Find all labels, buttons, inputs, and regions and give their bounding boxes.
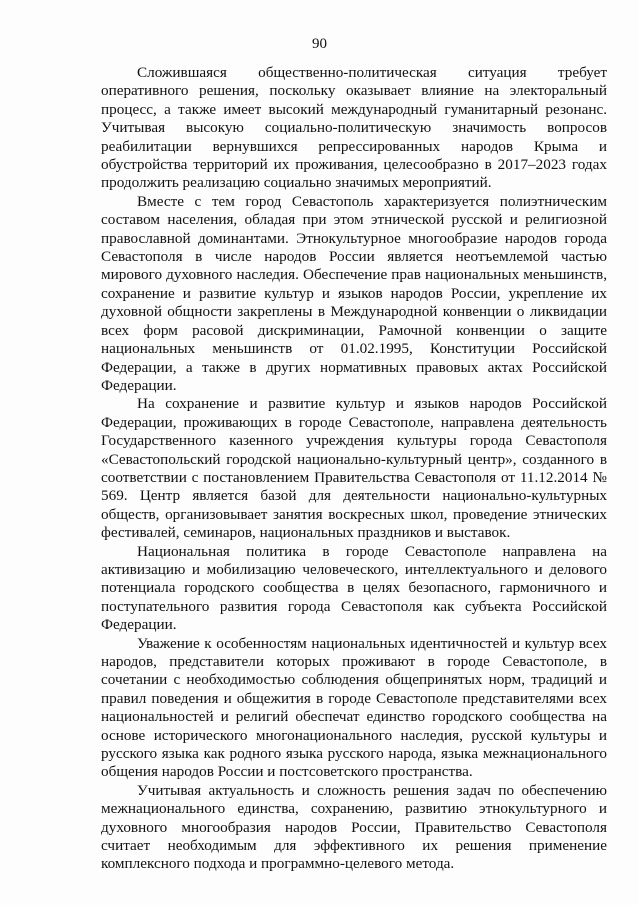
paragraph-3: На сохранение и развитие культур и языков народов Российской Федерации, проживающих в городе Севастополе, направлена деятельность Государственного казенного учреждения культуры города Севастополя «Севастопольский городской национально-культурный центр», созданного в соответствии с постановлением Правительства Севастополя от 11.12.2014 № 569. Центр является базой для деятельности национально-культурных обществ, организовывает занятия воскресных школ, проведение этнических фестивалей, семинаров, национальных праздников и выставок. — [101, 395, 607, 542]
paragraph-4: Национальная политика в городе Севастополе направлена на активизацию и мобилизацию человеческого, интеллектуального и делового потенциала городского сообщества в целях безопасного, гармоничного и поступательного развития города Севастополя как субъекта Российской Федерации. — [101, 542, 607, 634]
body-text — [101, 64, 607, 874]
paragraph-6: Учитывая актуальность и сложность решения задач по обеспечению межнационального единства, сохранению, развитию этнокультурного и духовного многообразия народов России, Правительство Севастополя считает необходимым для эффективного их решения применение комплексного подхода и программно-целевого метода. — [101, 781, 607, 873]
paragraph-1: Сложившаяся общественно-политическая ситуация требует оперативного решения, поскольку оказывает влияние на электоральный процесс, а также имеет высокий международный гуманитарный резонанс. Учитывая высокую социально-политическую значимость вопросов реабилитации вернувшихся репрессированных народов Крыма и обустройства территорий их проживания, целесообразно в 2017–2023 годах продолжить реализацию социально значимых мероприятий. — [101, 64, 607, 192]
page-number: 90 — [312, 36, 327, 52]
paragraph-2: Вместе с тем город Севастополь характеризуется полиэтническим составом населения, обладая при этом этнической русской и религиозной православной доминантами. Этнокультурное многообразие народов города Севастополя в числе народов России является неотъемлемой частью мирового духовного наследия. Обеспечение прав национальных меньшинств, сохранение и развитие культур и языков народов России, укрепление их духовной общности закреплены в Международной конвенции о ликвидации всех форм расовой дискриминации, Рамочной конвенции о защите национальных меньшинств от 01.02.1995, Конституции Российской Федерации, а также в других нормативных правовых актах Российской Федерации. — [101, 192, 607, 394]
paragraph-5: Уважение к особенностям национальных идентичностей и культур всех народов, представители которых проживают в городе Севастополе, в сочетании с необходимостью соблюдения общепринятых норм, традиций и правил поведения и общежития в городе Севастополе представителями всех национальностей и религий обеспечат единство городского сообщества на основе исторического многонационального наследия, русской культуры и русского языка как родного языка русского народа, языка межнационального общения народов России и постсоветского пространства. — [101, 634, 607, 781]
